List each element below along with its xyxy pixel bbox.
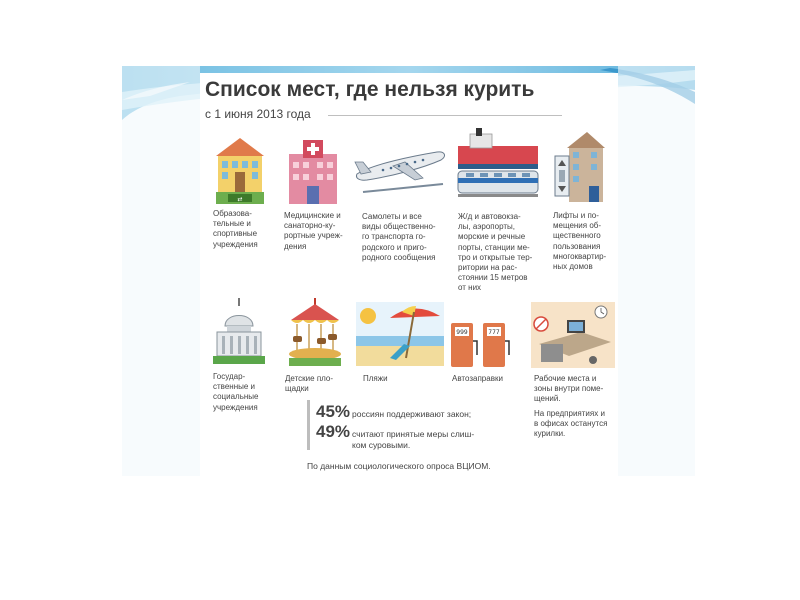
infographic-subtitle: с 1 июня 2013 года xyxy=(205,107,311,121)
elevator-apartment-icon xyxy=(553,130,605,204)
subtitle-rule xyxy=(328,115,562,116)
stat-support-text: россиян поддерживают закон; xyxy=(352,409,472,419)
hospital-icon xyxy=(283,134,343,206)
government-building-icon xyxy=(213,298,265,364)
office-workplace-icon xyxy=(531,302,615,368)
stat-support-percent: 45% xyxy=(316,402,351,421)
caption-stations: Ж/д и автовокза- лы, аэропорты, морские и речные порты, станции ме- тро и открытые тер- ритории на рас- стоянии 15 метров от них xyxy=(458,212,533,293)
caption-medical: Медицинские и санаторно-ку- рортные учреж- дения xyxy=(284,211,343,251)
school-building-icon xyxy=(212,134,268,206)
caption-gas-stations: Автозаправки xyxy=(452,374,503,383)
airplane-icon xyxy=(353,140,449,196)
caption-government: Государ- ственные и социальные учреждения xyxy=(213,372,259,412)
stat-too-strict-percent: 49% xyxy=(316,422,351,441)
stat-too-strict-text-2: ком суровыми. xyxy=(352,440,411,450)
source-note: По данным социологического опроса ВЦИОМ. xyxy=(307,461,491,471)
caption-playgrounds: Детские пло- щадки xyxy=(285,374,334,394)
svg-text:999: 999 xyxy=(456,329,468,336)
caption-education: Образова- тельные и спортивные учреждения xyxy=(213,209,258,249)
svg-text:⇄: ⇄ xyxy=(237,196,243,203)
stats-divider xyxy=(307,400,310,450)
stat-too-strict xyxy=(316,422,474,442)
fuel-pump-icon xyxy=(449,319,513,367)
caption-transport: Самолеты и все виды общественно- го транспорта го- родского и приго- родного сообщения xyxy=(362,212,436,262)
carousel-icon xyxy=(287,298,343,366)
caption-workplaces: Рабочие места и зоны внутри поме- щений. На предприятиях и в офисах останутся курилки. xyxy=(534,374,608,439)
caption-elevators: Лифты и по- мещения об- щественного пользования многоквартир- ных домов xyxy=(553,211,607,272)
svg-text:777: 777 xyxy=(488,329,500,336)
ship-train-icon xyxy=(456,126,540,200)
stat-support xyxy=(316,402,471,422)
beach-umbrella-icon xyxy=(356,302,444,366)
caption-beaches: Пляжи xyxy=(363,374,388,383)
stat-too-strict-text-1: считают принятые меры слиш- xyxy=(352,429,475,439)
infographic-title: Список мест, где нельзя курить xyxy=(205,78,535,101)
